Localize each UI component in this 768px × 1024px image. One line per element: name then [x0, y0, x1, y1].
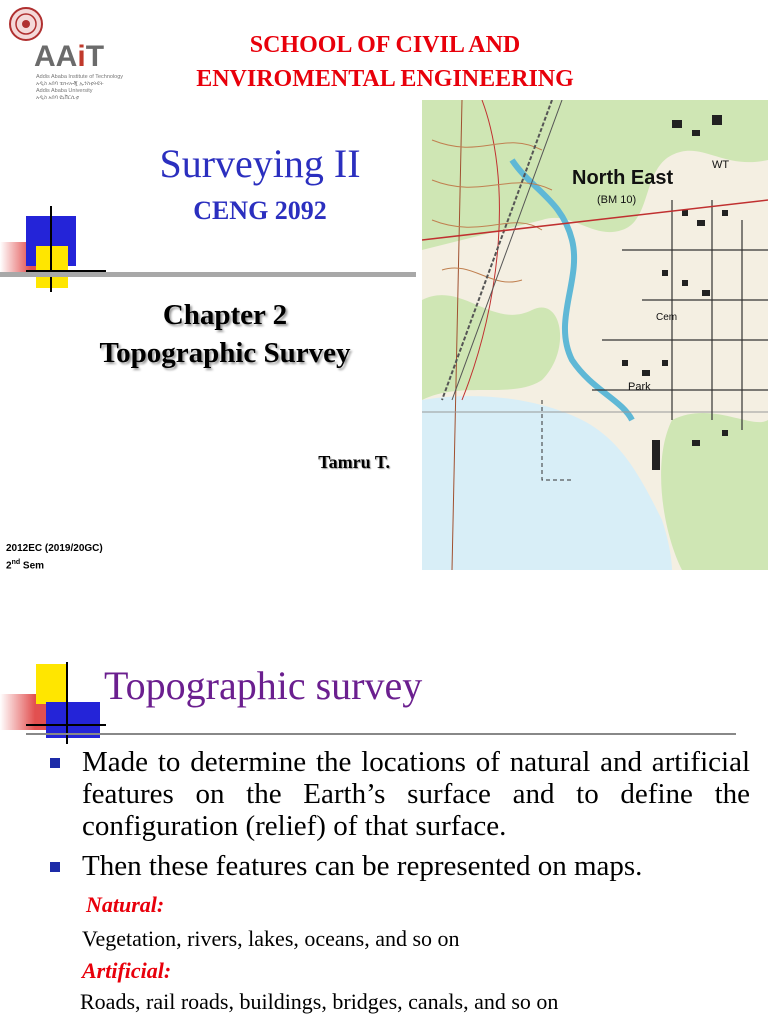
logo-wordmark: AAiT: [34, 40, 105, 73]
decor-horizontal-line: [26, 724, 106, 726]
decor-yellow-block: [36, 664, 68, 704]
chapter-title: Topographic Survey: [99, 337, 351, 369]
map-label-north-east: North East: [572, 167, 674, 189]
school-line-1: SCHOOL OF CIVIL AND: [249, 32, 521, 58]
map-label-bm: (BM 10): [597, 194, 637, 206]
map-label-park: Park: [628, 381, 651, 393]
aait-logo: [6, 6, 146, 102]
chapter-heading: [60, 296, 390, 372]
natural-label: Natural:: [86, 892, 165, 917]
bullet-list: [50, 746, 750, 882]
map-label-wt: WT: [712, 159, 730, 171]
decor-vertical-line: [66, 662, 68, 744]
artificial-text: Roads, rail roads, buildings, bridges, canals, and so on: [80, 989, 559, 1014]
school-line-2: ENVIROMENTAL ENGINEERING: [196, 66, 574, 92]
bullet-square-icon: [50, 862, 60, 872]
school-name: [170, 28, 600, 96]
chapter-number: Chapter 2: [162, 299, 288, 331]
title-underline: [26, 733, 736, 735]
course-title: Surveying II: [159, 141, 361, 186]
decor-vertical-line: [50, 206, 52, 292]
artificial-label: Artificial:: [82, 958, 172, 983]
university-seal-icon: [8, 6, 44, 42]
semester-info: [6, 542, 103, 572]
natural-text: Vegetation, rivers, lakes, oceans, and so on: [82, 926, 460, 951]
course-code: CENG 2092: [193, 196, 327, 225]
bullet-text: Made to determine the locations of natural and artificial features on the Earth’s surface and to define the configuration (relief) of that surface.: [82, 746, 750, 842]
bullet-item: [50, 850, 750, 882]
content-slide: [0, 634, 768, 1024]
semester-label: 2nd Sem: [6, 559, 45, 572]
bullet-square-icon: [50, 758, 60, 768]
map-label-cem: Cem: [656, 312, 678, 323]
author-name: Tamru T.: [318, 452, 390, 472]
bullet-item: [50, 746, 750, 842]
logo-subtext: Addis Ababa Institute of Technology አዲስ አበባ ቴክኖሎጂ ኢንስቲትዩት Addis Ababa University አዲስ አበባ ዩኒቨርሲቲ: [36, 74, 124, 101]
slide-title: Topographic survey: [104, 663, 423, 708]
slide-gap: [0, 572, 768, 634]
academic-year: 2012EC (2019/20GC): [6, 543, 103, 554]
decor-yellow-block: [36, 246, 68, 288]
title-divider: [0, 272, 416, 277]
bullet-text: Then these features can be represented on maps.: [82, 850, 643, 882]
topographic-map-image: [422, 100, 768, 570]
